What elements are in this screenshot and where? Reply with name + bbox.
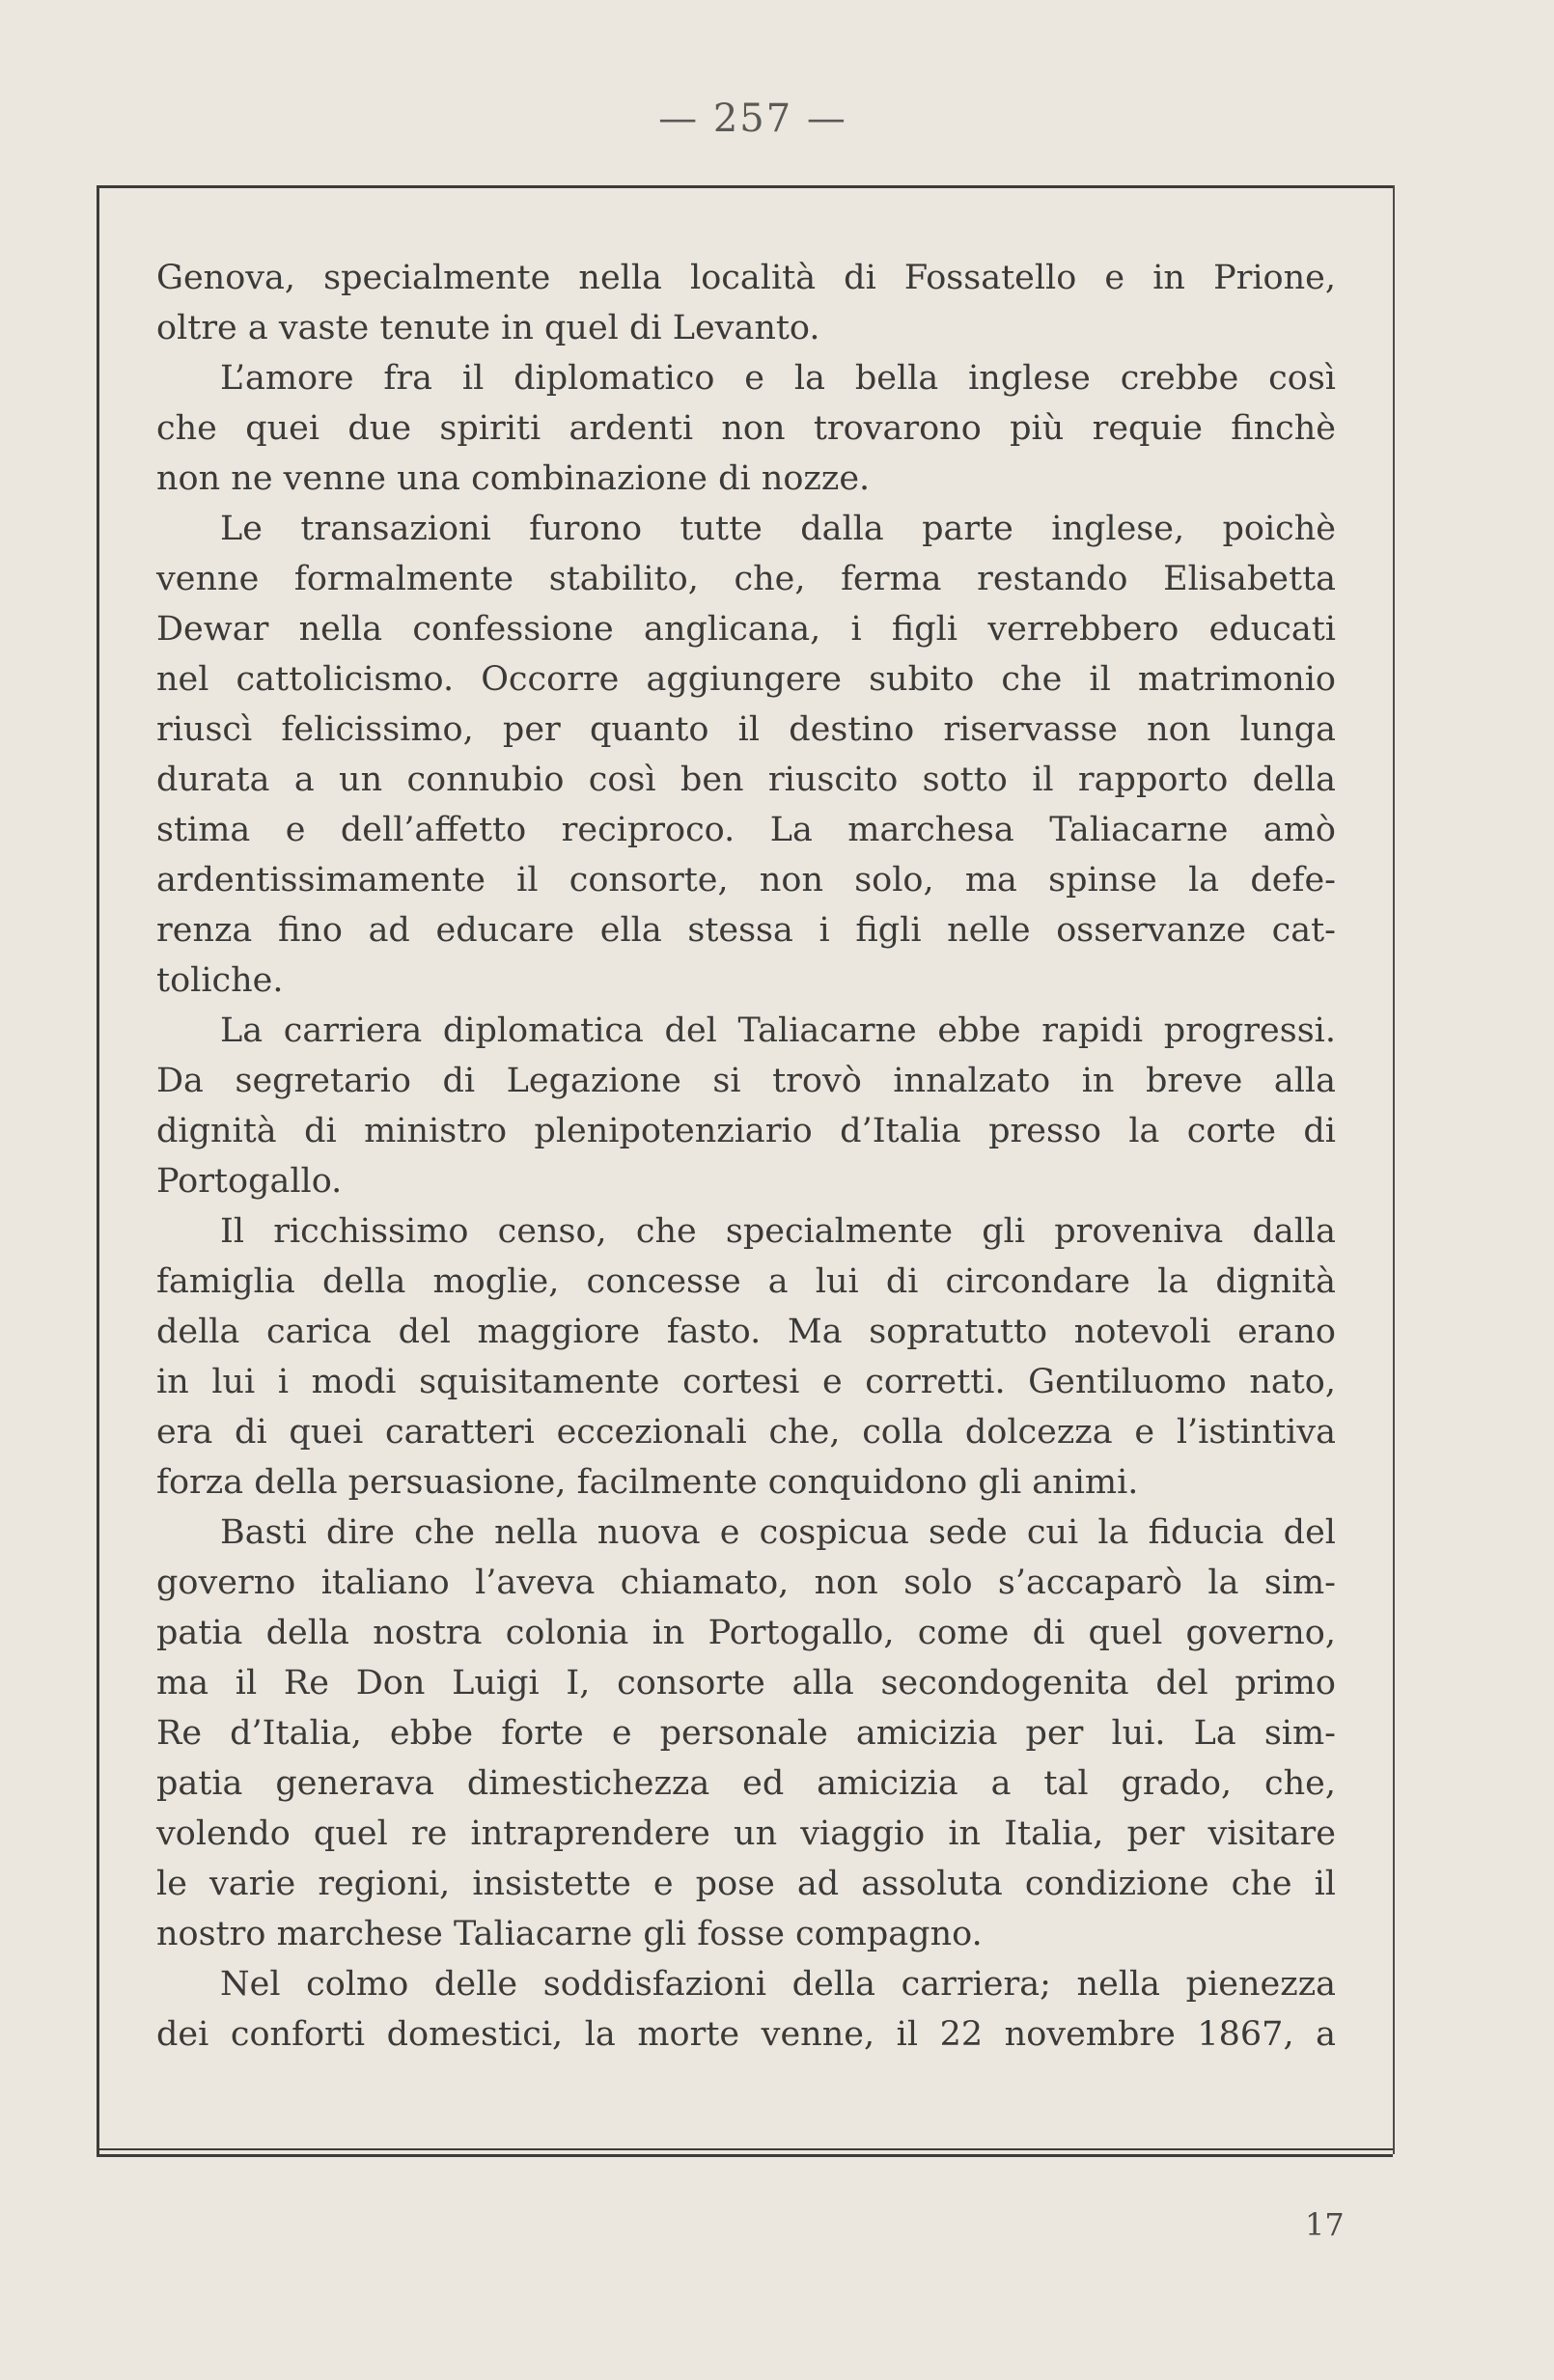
text-line: della carica del maggiore fasto. Ma sopratutto notevoli erano [156,1313,1336,1351]
text-line: Le transazioni furono tutte dalla parte inglese, poichè [220,510,1336,548]
text-line: L’amore fra il diplomatico e la bella inglese crebbe così [220,359,1336,398]
text-line: che quei due spiriti ardenti non trovarono più requie finchè [156,409,1336,448]
text-line: ardentissimamente il consorte, non solo, ma spinse la defe- [156,861,1336,899]
text-line: dignità di ministro plenipotenziario d’Italia presso la corte di [156,1112,1336,1150]
text-line: Da segretario di Legazione si trovò innalzato in breve alla [156,1062,1336,1100]
text-line: Basti dire che nella nuova e cospicua sede cui la fiducia del [220,1513,1336,1552]
top-rule [97,185,1393,188]
text-line: stima e dell’affetto reciproco. La marchesa Taliacarne amò [156,811,1336,849]
signature-mark: 17 [1305,2206,1345,2243]
body-text [156,253,1336,2060]
text-line: in lui i modi squisitamente cortesi e corretti. Gentiluomo nato, [156,1363,1336,1401]
text-line: nel cattolicismo. Occorre aggiungere subito che il matrimonio [156,660,1336,699]
text-line: riuscì felicissimo, per quanto il destino riservasse non lunga [156,710,1336,749]
text-line: nostro marchese Taliacarne gli fosse compagno. [156,1915,983,1953]
text-line: era di quei caratteri eccezionali che, colla dolcezza e l’istintiva [156,1413,1336,1452]
text-line: oltre a vaste tenute in quel di Levanto. [156,309,820,347]
text-line: venne formalmente stabilito, che, ferma restando Elisabetta [156,560,1336,598]
bottom-rule [97,2148,1393,2150]
text-line: patia generava dimestichezza ed amicizia a tal grado, che, [156,1764,1336,1803]
bottom-rule-double [97,2154,1393,2157]
text-line: patia della nostra colonia in Portogallo, come di quel governo, [156,1614,1336,1652]
text-line: Portogallo. [156,1162,343,1201]
text-line: Il ricchissimo censo, che specialmente gli proveniva dalla [220,1212,1336,1251]
text-line: Dewar nella confessione anglicana, i figli verrebbero educati [156,610,1336,649]
text-line: Re d’Italia, ebbe forte e personale amicizia per lui. La sim- [156,1714,1336,1753]
page-number: — 257 — [658,97,847,141]
text-line: volendo quel re intraprendere un viaggio in Italia, per visitare [156,1814,1336,1853]
text-line: toliche. [156,961,284,1000]
text-line: ma il Re Don Luigi I, consorte alla secondogenita del primo [156,1664,1336,1702]
text-line: Genova, specialmente nella località di Fossatello e in Prione, [156,259,1336,297]
text-line: forza della persuasione, facilmente conquidono gli animi. [156,1463,1139,1502]
text-line: durata a un connubio così ben riuscito sotto il rapporto della [156,761,1336,799]
text-line: La carriera diplomatica del Taliacarne ebbe rapidi progressi. [220,1011,1336,1050]
text-line: le varie regioni, insistette e pose ad assoluta condizione che il [156,1865,1336,1903]
text-line: Nel colmo delle soddisfazioni della carriera; nella pienezza [220,1965,1336,2004]
text-line: renza fino ad educare ella stessa i figli nelle osservanze cat- [156,911,1336,950]
text-line: governo italiano l’aveva chiamato, non solo s’accaparò la sim- [156,1564,1336,1602]
text-line: non ne venne una combinazione di nozze. [156,459,871,498]
text-line: dei conforti domestici, la morte venne, il 22 novembre 1867, a [156,2015,1336,2054]
text-line: famiglia della moglie, concesse a lui di circondare la dignità [156,1262,1336,1301]
